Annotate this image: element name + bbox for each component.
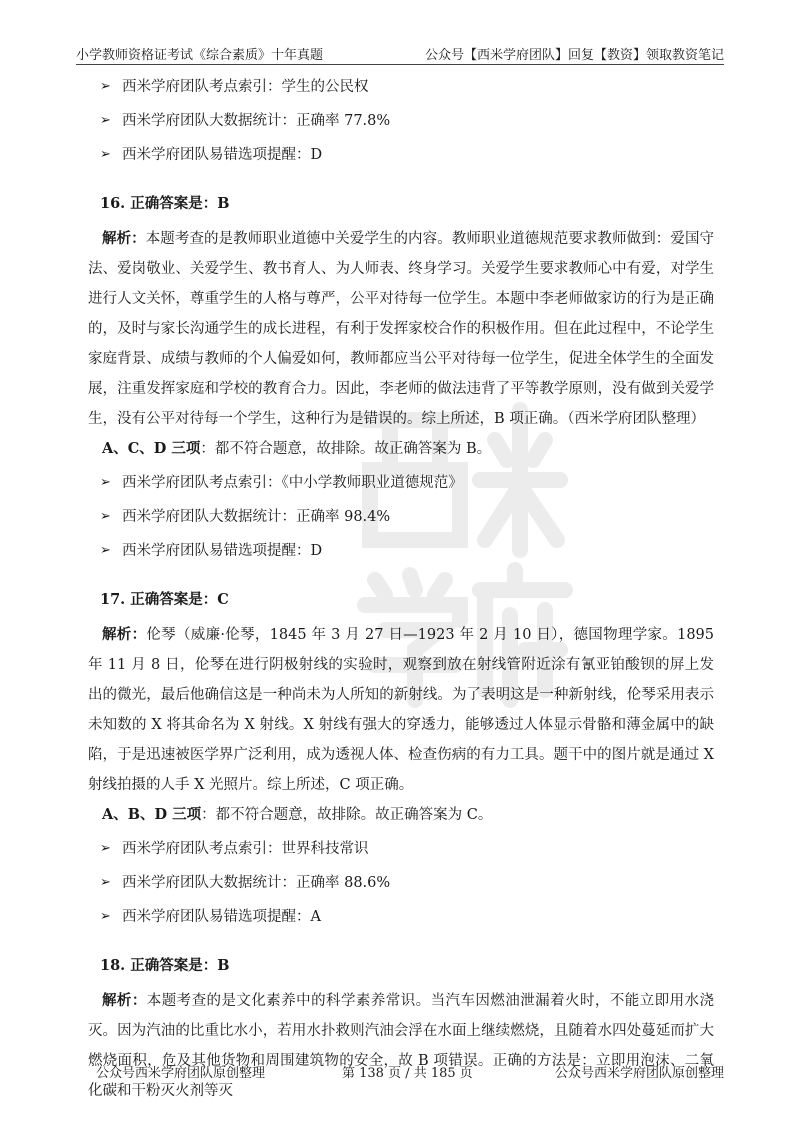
question-17 [88, 582, 714, 934]
question-title: 18. 正确答案是：B [100, 957, 230, 974]
list-item: ➢ 西米学府团队大数据统计：正确率 88.6% [88, 866, 714, 900]
analysis-paragraph: 解析：伦琴（威廉·伦琴，1845 年 3 月 27 日—1923 年 2 月 10 日），德国物理学家。1895 年 11 月 8 日，伦琴在进行阴极射线的实验时，观察到放在射线管附近涂有氰亚铂酸钡的屏上发出的微光，最后他确信这是一种尚未为人所知的新射线。为了表明这是一种新射线，伦琴采用表示未知数的 X 将其命名为 X 射线。X 射线有强大的穿透力，能够透过人体显示骨骼和薄金属中的缺陷，于是迅速被医学界广泛利用，成为透视人体、检查伤病的有力工具。题干中的图片就是通过 X 射线拍摄的人手 X 光照片。综上所述，C 项正确。 [88, 626, 714, 793]
list-item: ➢ 西米学府团队易错选项提醒：A [88, 900, 714, 934]
arrow-bullet-icon: ➢ [100, 113, 111, 128]
analysis-paragraph: 解析：本题考查的是文化素养中的科学素养常识。当汽车因燃油泄漏着火时，不能立即用水浇灭。因为汽油的比重比水小，若用水扑救则汽油会浮在水面上继续燃烧，且随着水四处蔓延而扩大燃烧面积，危及其他货物和周围建筑物的安全，故 B 项错误。正确的方法是：立即用泡沫、二氧化碳和干粉灭火剂等灭 [88, 992, 714, 1099]
arrow-bullet-icon: ➢ [100, 475, 111, 490]
page-footer [96, 1062, 724, 1086]
arrow-bullet-icon: ➢ [100, 147, 111, 162]
options-note: A、B、D 三项：都不符合题意，故排除。故正确答案为 C。 [102, 806, 493, 823]
list-item: ➢ 西米学府团队大数据统计：正确率 77.8% [88, 104, 714, 138]
arrow-bullet-icon: ➢ [100, 875, 111, 890]
header-note: 公众号【西米学府团队】回复【教资】领取教资笔记 [424, 48, 724, 63]
page-content [88, 70, 714, 1106]
question-title: 16. 正确答案是：B [100, 195, 230, 212]
footer-left: 公众号西米学府团队原创整理 [96, 1066, 266, 1081]
footer-right: 公众号西米学府团队原创整理 [554, 1066, 724, 1081]
prev-question-notes [88, 70, 714, 172]
arrow-bullet-icon: ➢ [100, 841, 111, 856]
options-note: A、C、D 三项：都不符合题意，故排除。故正确答案为 B。 [102, 440, 492, 457]
question-16 [88, 186, 714, 568]
analysis-paragraph: 解析：本题考查的是教师职业道德中关爱学生的内容。教师职业道德规范要求教师做到：爱国守法、爱岗敬业、关爱学生、教书育人、为人师表、终身学习。关爱学生要求教师心中有爱，对学生进行人文关怀，尊重学生的人格与尊严，公平对待每一位学生。本题中李老师做家访的行为是正确的，及时与家长沟通学生的成长进程，有利于发挥家校合作的积极作用。但在此过程中，不论学生家庭背景、成绩与教师的个人偏爱如何，教师都应当公平对待每一位学生，促进全体学生的全面发展，注重发挥家庭和学校的教育合力。因此，李老师的做法违背了平等教学原则，没有做到关爱学生，没有公平对待每一个学生，这种行为是错误的。综上所述，B 项正确。（西米学府团队整理） [88, 230, 715, 427]
arrow-bullet-icon: ➢ [100, 509, 111, 524]
page-header [76, 40, 724, 65]
header-title: 小学教师资格证考试《综合素质》十年真题 [76, 48, 324, 63]
question-title: 17. 正确答案是：C [100, 591, 229, 608]
list-item: ➢ 西米学府团队考点索引：世界科技常识 [88, 832, 714, 866]
arrow-bullet-icon: ➢ [100, 79, 111, 94]
page-number: 第 138 页 / 共 185 页 [342, 1066, 473, 1081]
list-item: ➢ 西米学府团队易错选项提醒：D [88, 534, 714, 568]
arrow-bullet-icon: ➢ [100, 543, 111, 558]
list-item: ➢ 西米学府团队考点索引：《中小学教师职业道德规范》 [88, 466, 714, 500]
list-item: ➢ 西米学府团队大数据统计：正确率 98.4% [88, 500, 714, 534]
arrow-bullet-icon: ➢ [100, 909, 111, 924]
list-item: ➢ 西米学府团队考点索引：学生的公民权 [88, 70, 714, 104]
list-item: ➢ 西米学府团队易错选项提醒：D [88, 138, 714, 172]
